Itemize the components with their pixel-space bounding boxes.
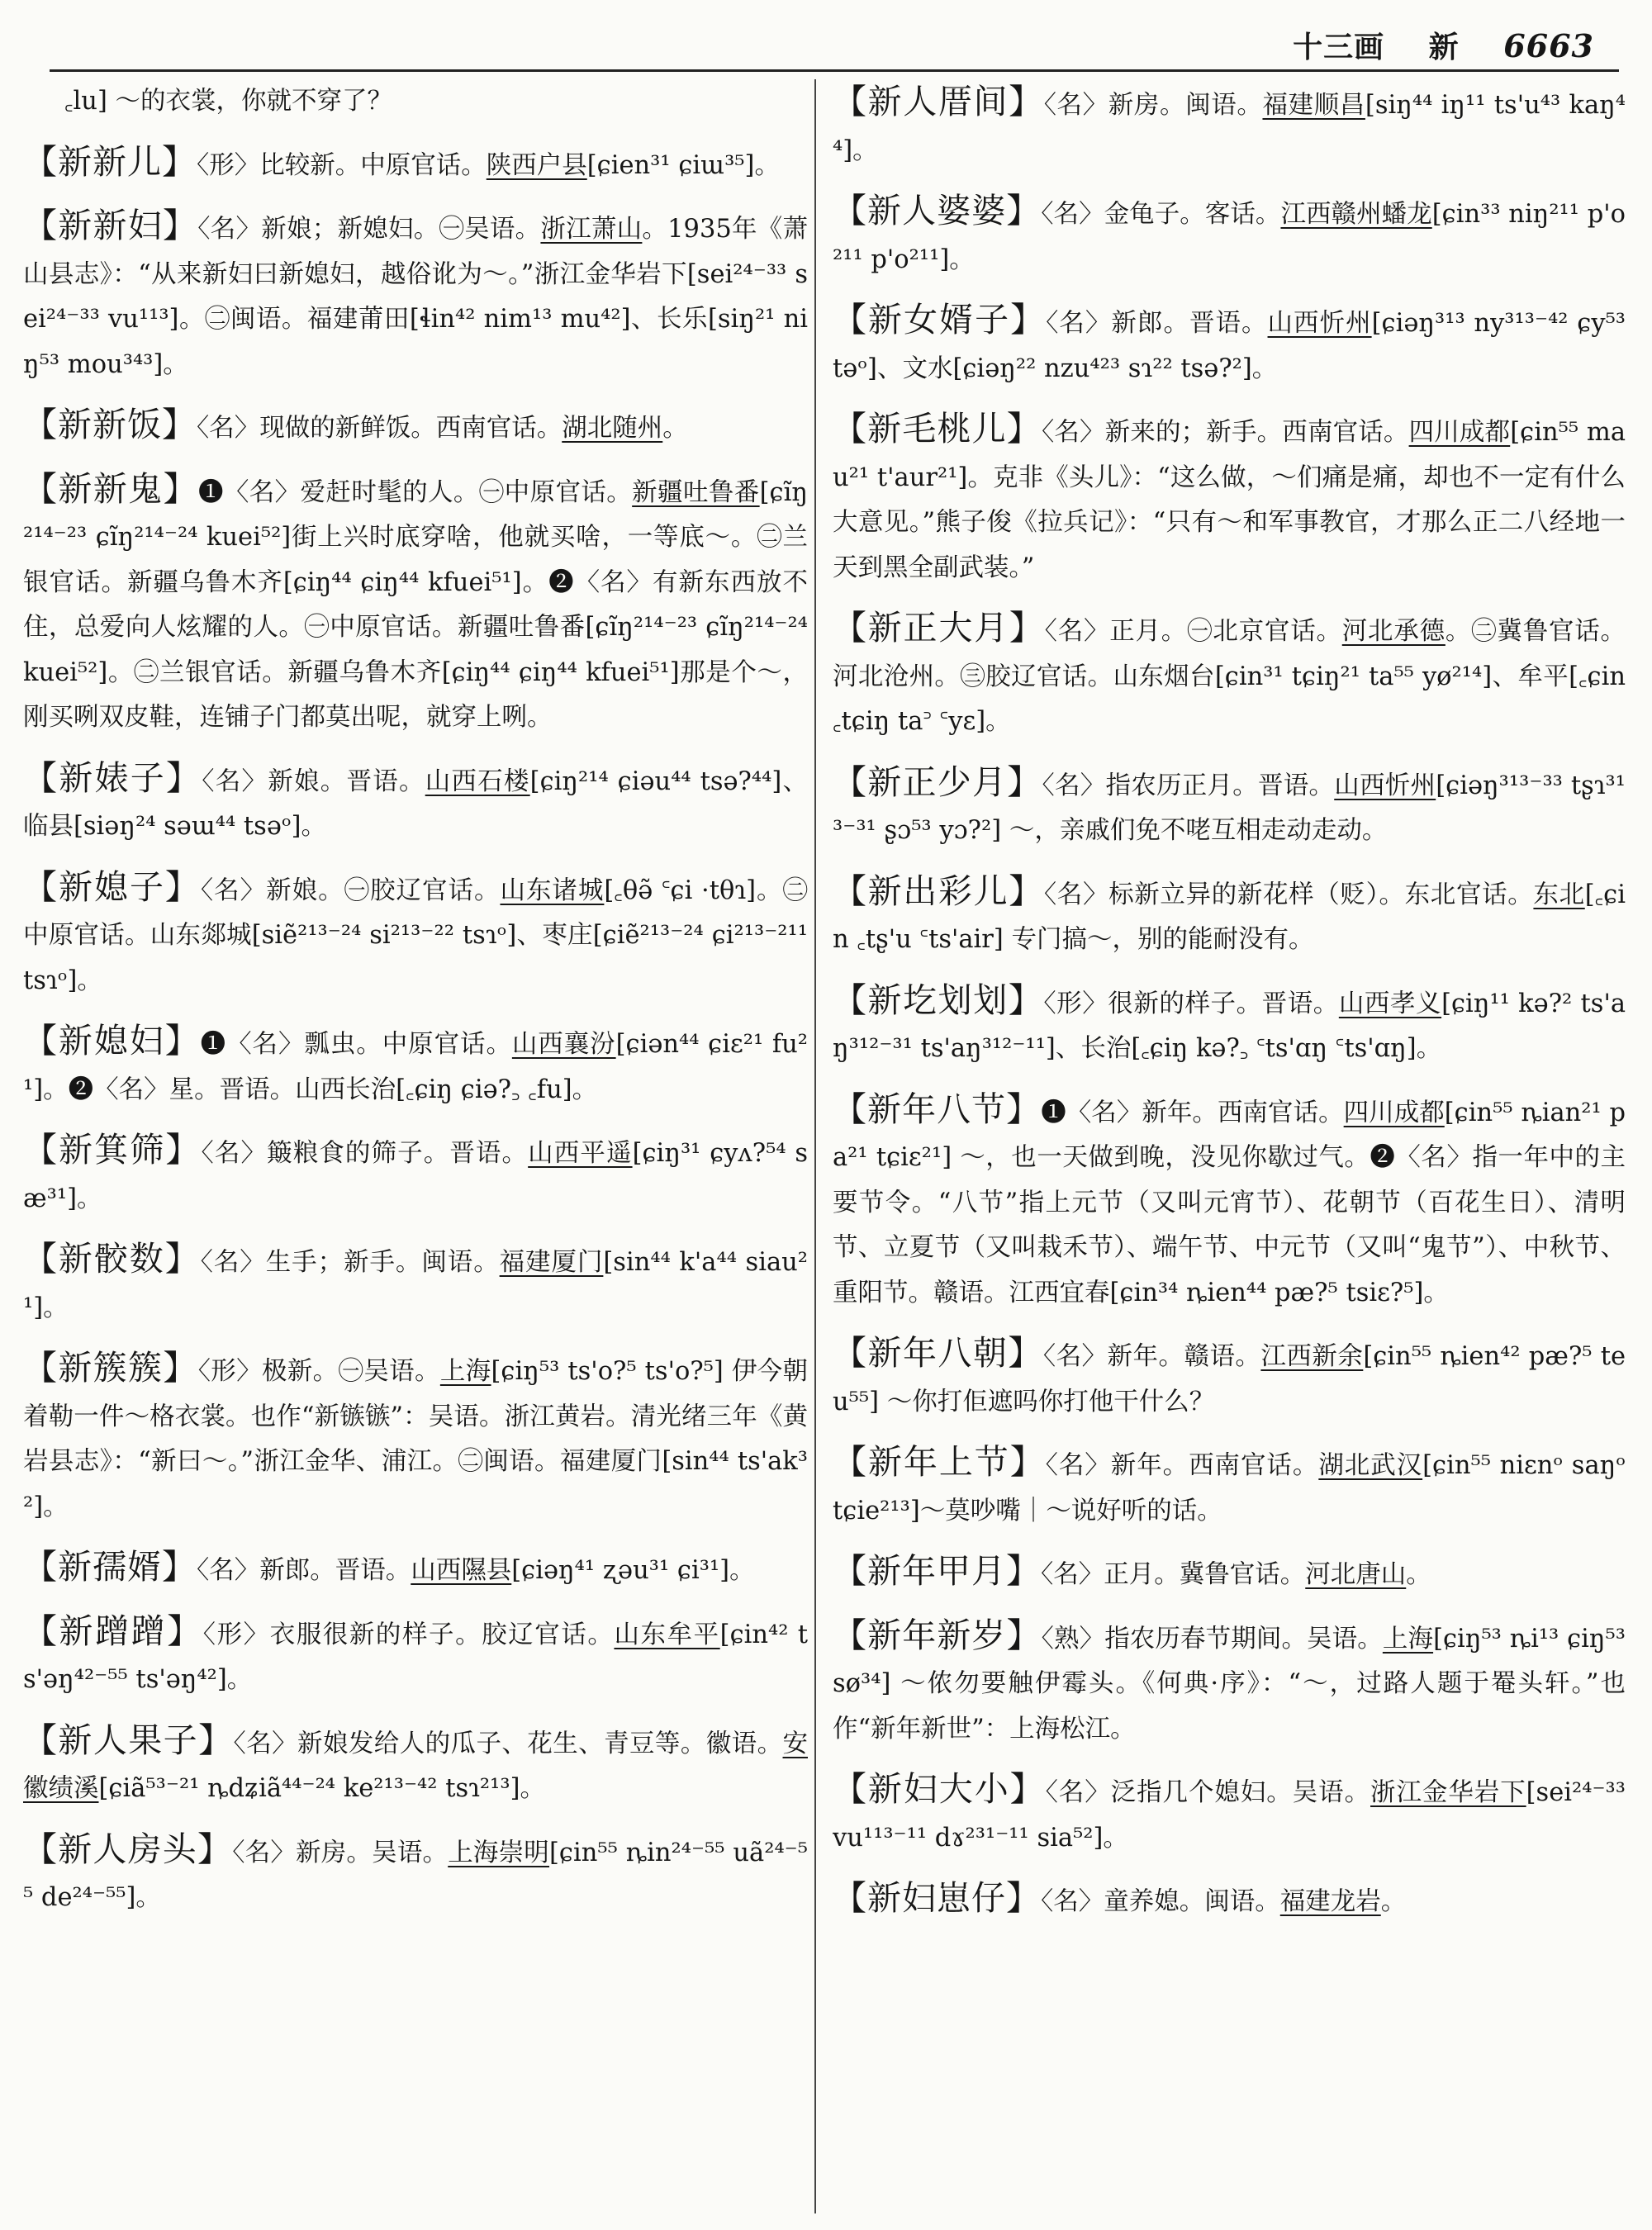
entry-headword: 【新年新岁】 (833, 1615, 1042, 1655)
entry-location: 浙江萧山 (540, 215, 643, 244)
entry-location: 浙江金华岩下 (1370, 1778, 1526, 1807)
entry-location: 山西忻州 (1334, 771, 1436, 800)
entry-definition: 〈名〉新娘。㊀胶辽官话。 (200, 875, 501, 905)
dictionary-entry (833, 188, 1626, 282)
entry-headword: 【新簇簇】 (23, 1348, 198, 1388)
entry-location: 山西隰县 (411, 1556, 512, 1585)
entry-text: [sin⁴⁴ k'a⁴⁴ siau²¹]。 (23, 1248, 808, 1322)
header-group (1260, 23, 1594, 70)
entry-definition: 〈名〉泛指几个媳妇。吴语。 (1045, 1778, 1371, 1807)
entry-definition: 〈名〉新年。西南官话。 (1045, 1451, 1319, 1480)
entry-text: [ɕin³³ niŋ²¹¹ p'o²¹¹ p'o²¹¹]。 (833, 200, 1626, 274)
entry-text: [꜀θə̃ ꜂ɕi ·tθɿ]。㊁中原官话。山东郯城[siẽ²¹³⁻²⁴ si²¹³⁻²² tsɿᵒ]、枣庄[ɕiẽ²¹³⁻²⁴ ɕi²¹³⁻²¹¹ tsɿᵒ]。 (23, 875, 808, 995)
entry-definition: 〈名〉童养媳。闽语。 (1041, 1887, 1280, 1916)
entry-headword: 【新人果子】 (23, 1720, 234, 1760)
dictionary-entry (23, 1018, 808, 1113)
dictionary-entry (833, 79, 1626, 173)
entry-headword: 【新新鬼】 (23, 468, 198, 509)
entry-location: 山西石楼 (425, 766, 530, 796)
entry-headword: 【新正少月】 (833, 762, 1042, 802)
dictionary-entry (23, 756, 808, 850)
dictionary-entry (833, 406, 1626, 591)
entry-text: [ɕin⁵⁵ niɛnᵒ saŋᵒ tɕie²¹³]～莫吵嘴｜～说好听的话。 (833, 1451, 1626, 1525)
entry-text: [ɕiən⁴⁴ ɕiɛ²¹ fu²¹]。❷〈名〉星。晋语。山西长治[꜀ɕiŋ ɕiə?꜆ ꜀fu]。 (23, 1030, 808, 1104)
dictionary-entry (833, 1767, 1626, 1861)
dictionary-entry (833, 605, 1626, 745)
entry-headword: 【新毛桃儿】 (833, 409, 1042, 448)
entry-headword: 【新新妇】 (23, 206, 198, 245)
entry-text: [ɕiŋ²¹⁴ ɕiəu⁴⁴ tsə?⁴⁴]、临县[siəŋ²⁴ səɯ⁴⁴ tsəᵒ]。 (23, 766, 808, 841)
entry-headword: 【新人房头】 (23, 1829, 233, 1869)
entry-text: [ɕiŋ³¹ ɕyʌ?⁵⁴ sæ³¹]。 (23, 1139, 808, 1213)
entry-text: 。㊁冀鲁官话。河北沧州。㊂胶辽官话。山东烟台[ɕin³¹ tɕiŋ²¹ ta⁵⁵ yø²¹⁴]、牟平[꜀ɕin ꜀tɕiŋ ta꜄ ꜂yɛ]。 (833, 617, 1626, 736)
entry-headword: 【新婊子】 (23, 757, 202, 798)
entry-location: 陕西户县 (486, 150, 587, 180)
dictionary-entry (833, 1549, 1626, 1598)
dictionary-entry (23, 1827, 808, 1921)
dictionary-entry (23, 1544, 808, 1594)
entry-definition: 〈名〉新年。赣语。 (1042, 1342, 1261, 1371)
entry-headword: 【新年甲月】 (833, 1551, 1041, 1591)
dictionary-entry (833, 1331, 1626, 1425)
entry-definition: 〈名〉新房。吴语。 (232, 1838, 449, 1867)
entry-text: [ɕin⁵⁵ ȵin²⁴⁻⁵⁵ uã²⁴⁻⁵⁵ de²⁴⁻⁵⁵]。 (23, 1838, 808, 1912)
dictionary-entry (833, 1876, 1626, 1925)
entry-text: [ɕiŋ⁵³ ts'o?⁵ ts'o?⁵] 伊今朝着勒一件～格衣裳。也作“新镞镞”：吴语。浙江黄岩。清光绪三年《黄岩县志》：“新曰～。”浙江金华、浦江。㊁闽语。福建厦门[sin⁴⁴ ts'ak³²]。 (23, 1357, 808, 1521)
entry-location: 四川成都 (1408, 418, 1511, 447)
entry-headword: 【新年上节】 (833, 1442, 1046, 1482)
dictionary-entry (833, 978, 1626, 1072)
entry-text: [ɕin⁵⁵ ȵian²¹ pa²¹ tɕiɛ²¹] ～，也一天做到晚，没见你歇过气。❷〈名〉指一年中的主要节令。“八节”指上元节（又叫元宵节）、花朝节（百花生日）、清明节、立夏节（又叫栽禾节）、端午节、中元节（又叫“鬼节”）、中秋节、重阳节。赣语。江西宜春[ɕin³⁴ ȵien⁴⁴ pæ?⁵ tsiɛ?⁵]。 (833, 1098, 1626, 1307)
entry-headword: 【新孺婿】 (23, 1547, 197, 1587)
entry-definition: 〈名〉簸粮食的筛子。晋语。 (201, 1139, 529, 1168)
entry-text: [ɕin⁴² ts'əŋ⁴²⁻⁵⁵ ts'əŋ⁴²]。 (23, 1620, 808, 1694)
entry-location: 四川成都 (1343, 1098, 1445, 1127)
entry-location: 山西襄汾 (511, 1030, 616, 1059)
entry-location: 上海 (1382, 1624, 1434, 1654)
entry-location: 湖北随州 (562, 414, 663, 443)
entry-location: 河北承德 (1341, 617, 1446, 646)
entry-definition: 〈名〉新娘；新媳妇。㊀吴语。 (197, 215, 541, 244)
entry-text: [ɕin⁵⁵ ȵien⁴² pæ?⁵ teu⁵⁵] ～你打佢遮吗你打他干什么？ (833, 1342, 1626, 1416)
entry-text: ꜀lu] ～的衣裳，你就不穿了？ (64, 87, 393, 116)
entry-definition: ❶〈名〉爱赶时髦的人。㊀中原官话。 (197, 477, 633, 507)
entry-headword: 【新骹数】 (23, 1239, 201, 1279)
entry-headword: 【新年八节】 (833, 1089, 1042, 1129)
entry-headword: 【新蹭蹭】 (23, 1611, 203, 1651)
entry-definition: 〈名〉新娘。晋语。 (202, 766, 425, 796)
entry-headword: 【新圪划划】 (833, 980, 1044, 1020)
entry-text: [꜀ɕin ꜀tʂ'u ꜂ts'air] 专门搞～，别的能耐没有。 (833, 880, 1626, 954)
dictionary-entry (23, 402, 808, 452)
entry-text: [ɕiəŋ⁴¹ ʐəu³¹ ɕi³¹]。 (511, 1556, 755, 1585)
entry-headword: 【新正大月】 (833, 608, 1045, 648)
entry-headword: 【新出彩儿】 (833, 871, 1044, 911)
entry-headword: 【新箕筛】 (23, 1130, 202, 1170)
entry-location: 福建龙岩 (1279, 1887, 1381, 1916)
entry-definition: ❶〈名〉新年。西南官话。 (1041, 1098, 1344, 1127)
dictionary-entry-continuation (23, 79, 808, 125)
entry-location: 河北唐山 (1305, 1560, 1407, 1589)
dictionary-entry (23, 1236, 808, 1331)
dictionary-entry (23, 140, 808, 189)
entry-definition: 〈名〉新来的；新手。西南官话。 (1041, 418, 1409, 447)
entry-definition: 〈名〉新房。闽语。 (1043, 91, 1263, 120)
entry-headword: 【新媳子】 (23, 866, 201, 907)
right-column (833, 79, 1626, 2213)
dictionary-entry (833, 297, 1626, 391)
entry-definition: 〈名〉新郎。晋语。 (197, 1556, 411, 1585)
dictionary-entry (833, 869, 1626, 963)
entry-text: [ɕien³¹ ɕiɯ³⁵]。 (586, 150, 780, 180)
dictionary-entry (833, 1613, 1626, 1753)
entry-definition: 〈名〉新郎。晋语。 (1046, 309, 1268, 338)
column-divider (814, 79, 816, 2213)
entry-text: [ɕiŋ¹¹ kə?² ts'aŋ³¹²⁻³¹ ts'aŋ³¹²⁻¹¹]、长治[꜀ɕiŋ kə?꜆ ꜂ts'ɑŋ ꜂ts'ɑŋ]。 (833, 989, 1626, 1063)
entry-definition: 〈名〉生手；新手。闽语。 (200, 1248, 500, 1277)
dictionary-entry (23, 1609, 808, 1703)
entry-location: 山东牟平 (614, 1620, 720, 1649)
entry-definition: 〈名〉现做的新鲜饭。西南官话。 (197, 414, 563, 443)
entry-location: 上海 (439, 1357, 491, 1386)
entry-text: [ɕiŋ⁵³ ȵi¹³ ɕiŋ⁵³ sø³⁴] ～侬勿要触伊霉头。《何典·序》：“～，过路人题于罨头轩。”也作“新年新世”：上海松江。 (833, 1624, 1626, 1744)
entry-location: 山西孝义 (1338, 989, 1442, 1018)
dictionary-entry (23, 865, 808, 1004)
entry-headword: 【新女婿子】 (833, 300, 1047, 339)
entry-location: 山东诸城 (500, 875, 605, 905)
entry-text: [ɕin⁵⁵ mau²¹ t'aur²¹]。克非《头儿》：“这么做，～们痛是痛，却也不一定有什么大意见。”熊子俊《拉兵记》：“只有～和军事教官，才那么正二八经地一天到黑全副武装。” (833, 418, 1626, 582)
dictionary-entry (23, 1718, 808, 1812)
entry-location: 湖北武汉 (1318, 1451, 1423, 1480)
entry-headword: 【新人婆婆】 (833, 191, 1042, 230)
entry-definition: 〈名〉指农历正月。晋语。 (1042, 771, 1335, 800)
entry-text: 。 (1380, 1887, 1407, 1916)
header-character: 新 (1428, 30, 1460, 64)
entry-location: 福建顺昌 (1262, 91, 1365, 120)
header-section: 十三画 (1293, 30, 1385, 64)
entry-text: [ɕiəŋ³¹³ ny³¹³⁻⁴² ɕy⁵³ təᵒ]、文水[ɕiəŋ²² nzu⁴²³ sɿ²² tsə?²]。 (833, 309, 1626, 383)
entry-location: 山西平遥 (528, 1139, 633, 1168)
dictionary-entry (833, 1087, 1626, 1317)
entry-headword: 【新人厝间】 (833, 82, 1044, 121)
entry-headword: 【新妇大小】 (833, 1769, 1046, 1809)
entry-headword: 【新媳妇】 (23, 1021, 201, 1060)
running-header (0, 23, 1594, 69)
entry-definition: ❶〈名〉瓢虫。中原官话。 (200, 1030, 512, 1059)
entry-location: 安徽绩溪 (23, 1729, 808, 1803)
dictionary-entry (23, 203, 808, 387)
page-number: 6663 (1503, 27, 1594, 64)
entry-definition: 〈名〉新娘发给人的瓜子、花生、青豆等。徽语。 (233, 1729, 783, 1758)
entry-location: 山西忻州 (1267, 309, 1372, 338)
entry-definition: 〈形〉很新的样子。晋语。 (1043, 989, 1339, 1018)
entry-definition: 〈形〉极新。㊀吴语。 (197, 1357, 440, 1386)
entry-definition: 〈形〉比较新。中原官话。 (197, 150, 487, 180)
dictionary-entry (23, 467, 808, 741)
entry-location: 东北 (1533, 880, 1585, 909)
entry-location: 上海崇明 (448, 1838, 550, 1867)
entry-location: 江西赣州蟠龙 (1280, 200, 1432, 229)
entry-text: [ɕiã⁵³⁻²¹ ȵdʑiã⁴⁴⁻²⁴ ke²¹³⁻⁴² tsɿ²¹³]。 (98, 1774, 545, 1803)
entry-definition: 〈名〉正月。㊀北京官话。 (1044, 617, 1342, 646)
entry-headword: 【新年八朝】 (833, 1333, 1043, 1373)
entry-definition: 〈名〉金龟子。客话。 (1041, 200, 1281, 229)
dictionary-entry (833, 1440, 1626, 1534)
dictionary-entry (23, 1127, 808, 1222)
entry-definition: 〈熟〉指农历春节期间。吴语。 (1041, 1624, 1383, 1654)
entry-text: [sei²⁴⁻³³ vu¹¹³⁻¹¹ dɤ²³¹⁻¹¹ sia⁵²]。 (833, 1778, 1626, 1853)
entry-location: 福建厦门 (499, 1248, 604, 1277)
left-column (23, 79, 808, 2213)
entry-location: 新疆吐鲁番 (632, 477, 760, 507)
dictionary-entry (833, 760, 1626, 854)
entry-text: 。 (662, 414, 688, 443)
entry-text: [ɕiəŋ³¹³⁻³³ tʂɿ³¹³⁻³¹ ʂɔ⁵³ yɔ?²] ～，亲戚们免不咾互相走动走动。 (833, 771, 1626, 845)
entry-location: 江西新余 (1260, 1342, 1364, 1371)
header-rule (50, 69, 1619, 72)
entry-headword: 【新新饭】 (23, 405, 197, 444)
entry-definition: 〈名〉正月。冀鲁官话。 (1041, 1560, 1306, 1589)
entry-headword: 【新妇崽仔】 (833, 1878, 1041, 1918)
entry-text: [ɕĩŋ²¹⁴⁻²³ ɕĩŋ²¹⁴⁻²⁴ kuei⁵²]街上兴时底穿啥，他就买啥，一等底～。㊁兰银官话。新疆乌鲁木齐[ɕiŋ⁴⁴ ɕiŋ⁴⁴ kfuei⁵¹]。❷〈名〉有新东西放不住，总爱向人炫耀的人。㊀中原官话。新疆吐鲁番[ɕĩŋ²¹⁴⁻²³ ɕĩŋ²¹⁴⁻²⁴ kuei⁵²]。㊁兰银官话。新疆乌鲁木齐[ɕiŋ⁴⁴ ɕiŋ⁴⁴ kfuei⁵¹]那是个～，刚买咧双皮鞋，连铺子门都莫出呢，就穿上咧。 (23, 477, 808, 732)
entry-text: [siŋ⁴⁴ iŋ¹¹ ts'u⁴³ kaŋ⁴⁴]。 (833, 91, 1626, 165)
entry-text: 。1935年《萧山县志》：“从来新妇曰新媳妇，越俗讹为～。”浙江金华岩下[sei²⁴⁻³³ sei²⁴⁻³³ vu¹¹³]。㊁闽语。福建莆田[ɬin⁴² nim¹³ mu⁴²]、长乐[siŋ²¹ niŋ⁵³ mou³⁴³]。 (23, 215, 808, 379)
entry-definition: 〈名〉标新立异的新花样（贬）。东北官话。 (1043, 880, 1534, 909)
entry-text: 。 (1406, 1560, 1431, 1589)
entry-definition: 〈形〉衣服很新的样子。胶辽官话。 (202, 1620, 615, 1649)
entry-headword: 【新新儿】 (23, 141, 197, 182)
dictionary-entry (23, 1345, 808, 1530)
